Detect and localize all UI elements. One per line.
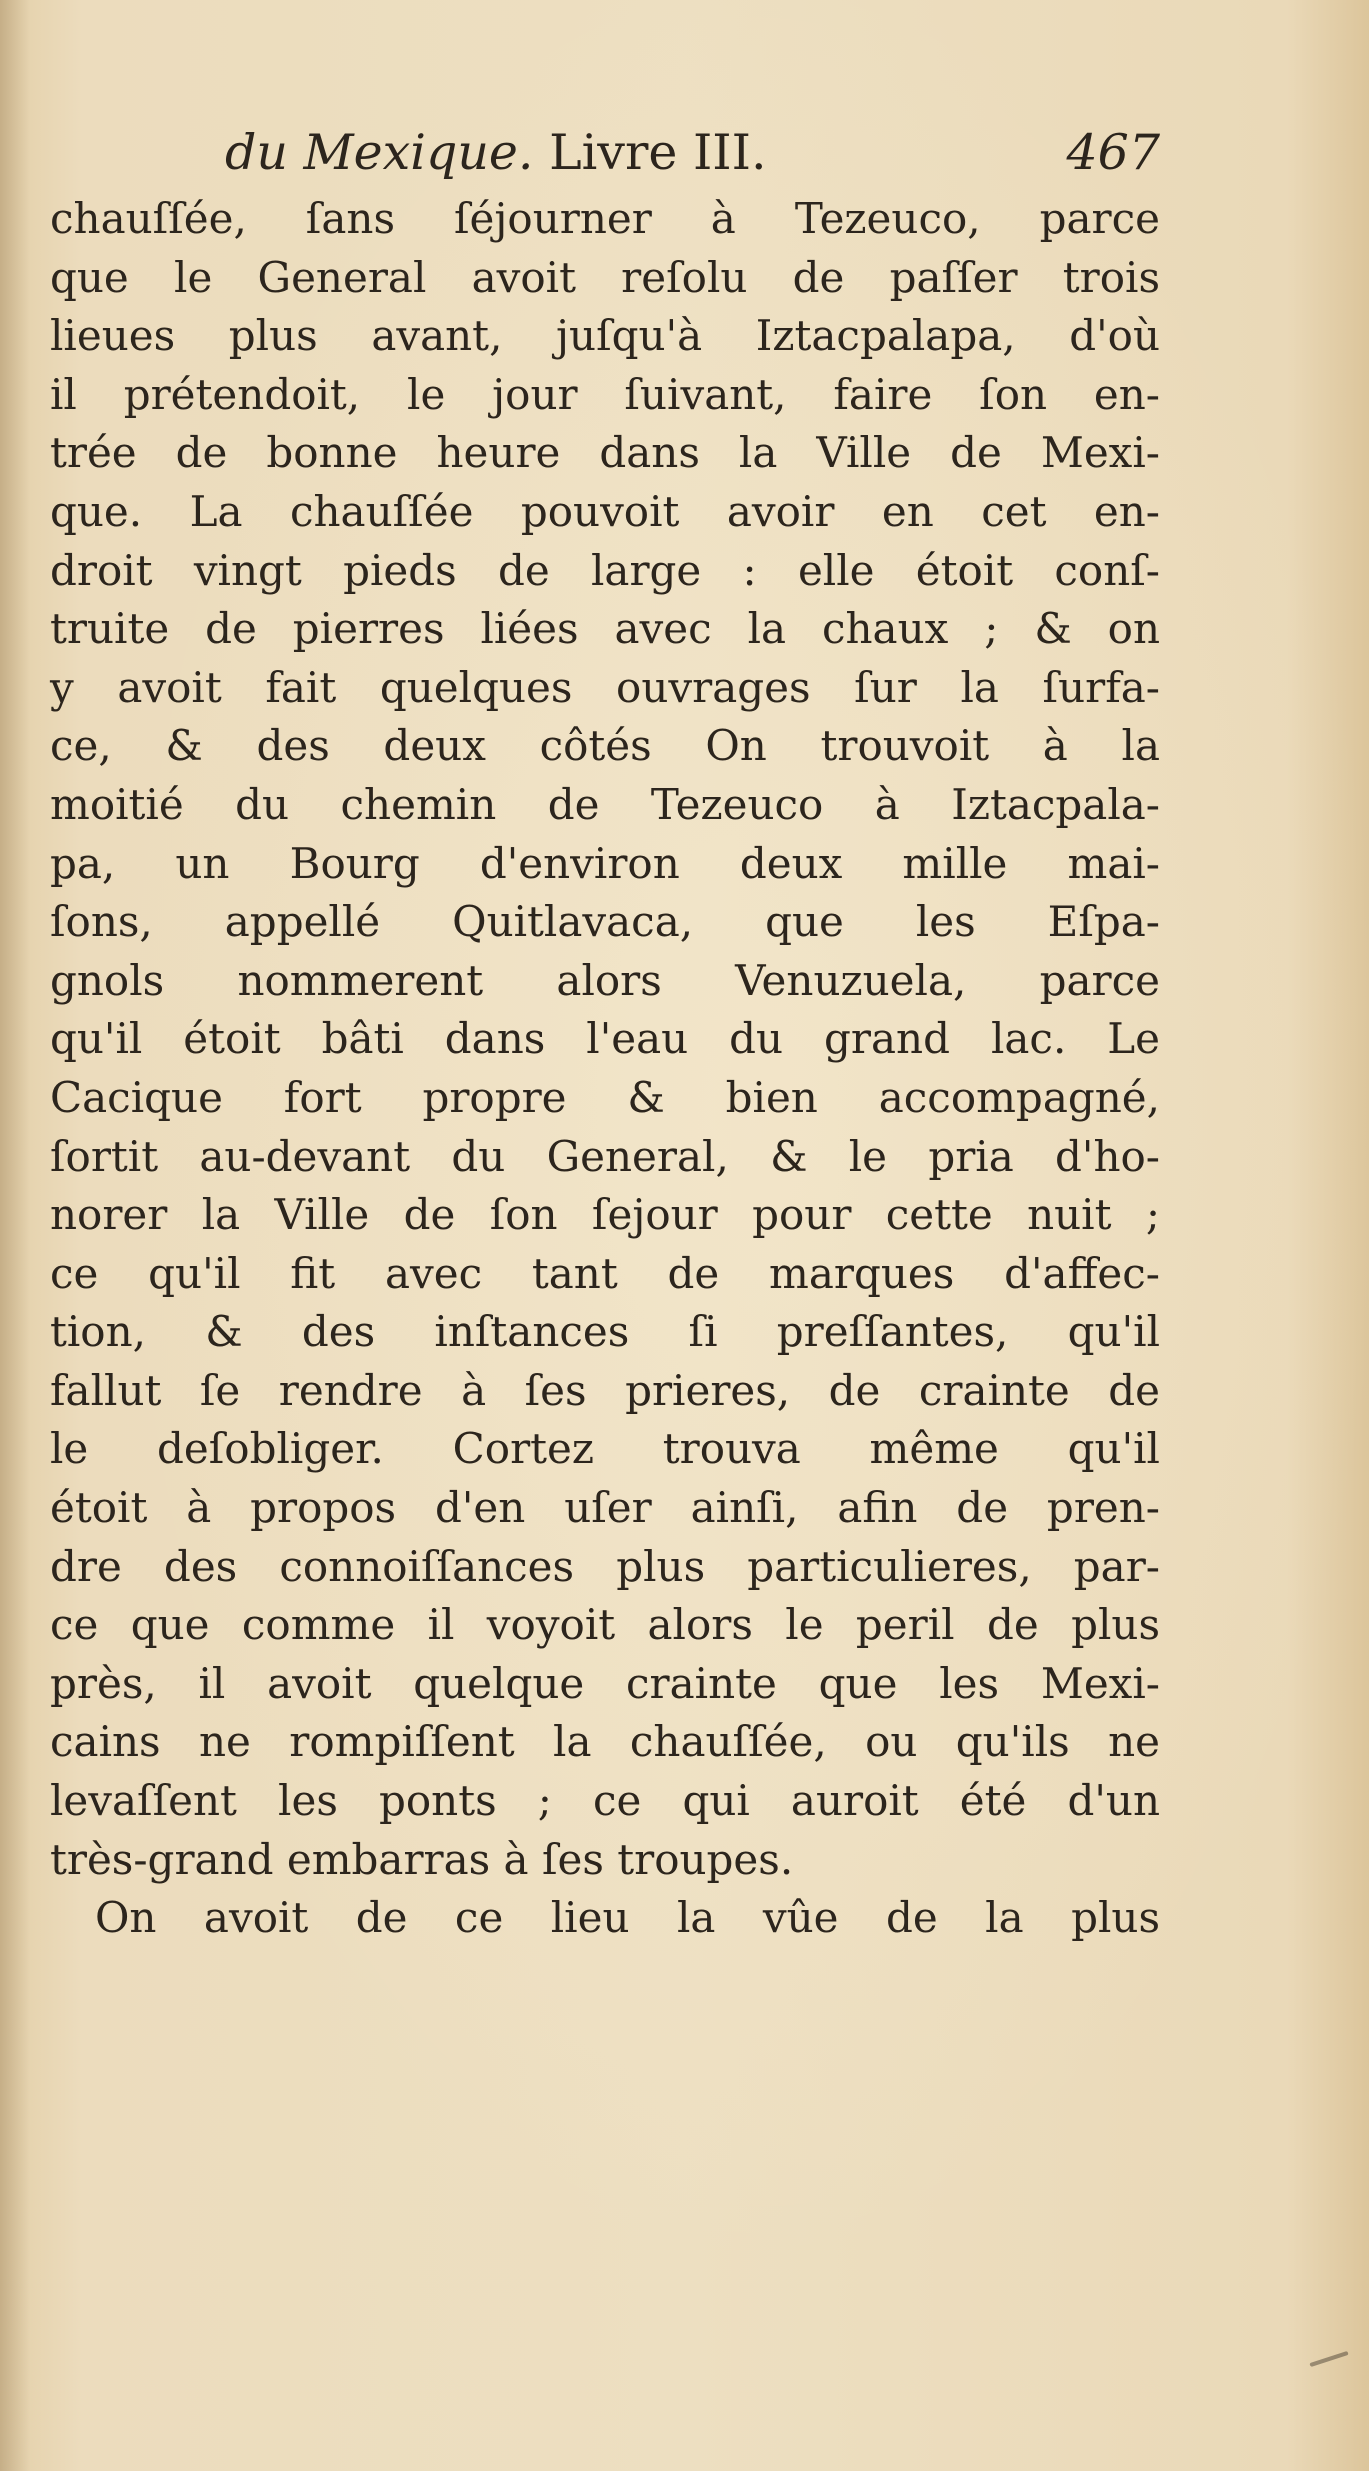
text-line: cains ne rompiſſent la chauſſée, ou qu'ils ne: [50, 1717, 1160, 1767]
running-title-italic: du Mexique.: [225, 124, 534, 181]
text-line: dre des connoiſſances plus particulieres, par-: [50, 1541, 1160, 1591]
text-line: ſortit au-devant du General, & le pria d'ho-: [50, 1131, 1160, 1181]
text-line: fallut ſe rendre à ſes prieres, de crainte de: [50, 1365, 1160, 1415]
text-line: y avoit fait quelques ouvrages ſur la ſurfa-: [50, 662, 1160, 712]
text-line: il prétendoit, le jour ſuivant, faire ſon en-: [50, 369, 1160, 419]
text-line: lieues plus avant, juſqu'à Iztacpalapa, d'où: [50, 311, 1160, 361]
text-line: norer la Ville de ſon ſejour pour cette nuit ;: [50, 1190, 1160, 1240]
text-line: moitié du chemin de Tezeuco à Iztacpala-: [50, 779, 1160, 829]
text-line: gnols nommerent alors Venuzuela, parce: [50, 955, 1160, 1005]
text-line: qu'il étoit bâti dans l'eau du grand lac. Le: [50, 1014, 1160, 1064]
page-header: [225, 118, 1160, 188]
text-line: levaſſent les ponts ; ce qui auroit été d'un: [50, 1776, 1160, 1826]
text-line: très-grand embarras à ſes troupes.: [50, 1834, 794, 1884]
text-line: que le General avoit reſolu de paſſer trois: [50, 252, 1160, 302]
running-title: [225, 118, 767, 188]
text-line: On avoit de ce lieu la vûe de la plus: [95, 1893, 1160, 1943]
text-line: que. La chauſſée pouvoit avoir en cet en-: [50, 486, 1160, 536]
body-text: [50, 190, 1160, 1948]
text-line: ce que comme il voyoit alors le peril de plus: [50, 1600, 1160, 1650]
text-line: truite de pierres liées avec la chaux ; & on: [50, 604, 1160, 654]
text-line: près, il avoit quelque crainte que les Mexi-: [50, 1658, 1160, 1708]
gutter-shadow: [0, 0, 30, 2471]
text-line: pa, un Bourg d'environ deux mille mai-: [50, 838, 1160, 888]
text-line: chauſſée, ſans ſéjourner à Tezeuco, parce: [50, 194, 1160, 243]
text-line: le deſobliger. Cortez trouva même qu'il: [50, 1424, 1160, 1474]
text-line: ce, & des deux côtés On trouvoit à la: [50, 721, 1160, 771]
running-title-book: Livre III.: [549, 124, 767, 181]
text-line: étoit à propos d'en uſer ainſi, afin de pren-: [50, 1483, 1160, 1533]
page-number: 467: [1066, 124, 1160, 181]
text-line: ce qu'il fit avec tant de marques d'affec-: [50, 1248, 1160, 1298]
text-line: trée de bonne heure dans la Ville de Mexi-: [50, 428, 1160, 478]
text-line: Cacique fort propre & bien accompagné,: [50, 1072, 1160, 1122]
ink-mark: [1309, 2351, 1348, 2367]
text-line: ſons, appellé Quitlavaca, que les Eſpa-: [50, 897, 1160, 947]
text-line: tion, & des inſtances ſi preſſantes, qu'il: [50, 1307, 1160, 1357]
text-line: droit vingt pieds de large : elle étoit conſ-: [50, 545, 1160, 595]
